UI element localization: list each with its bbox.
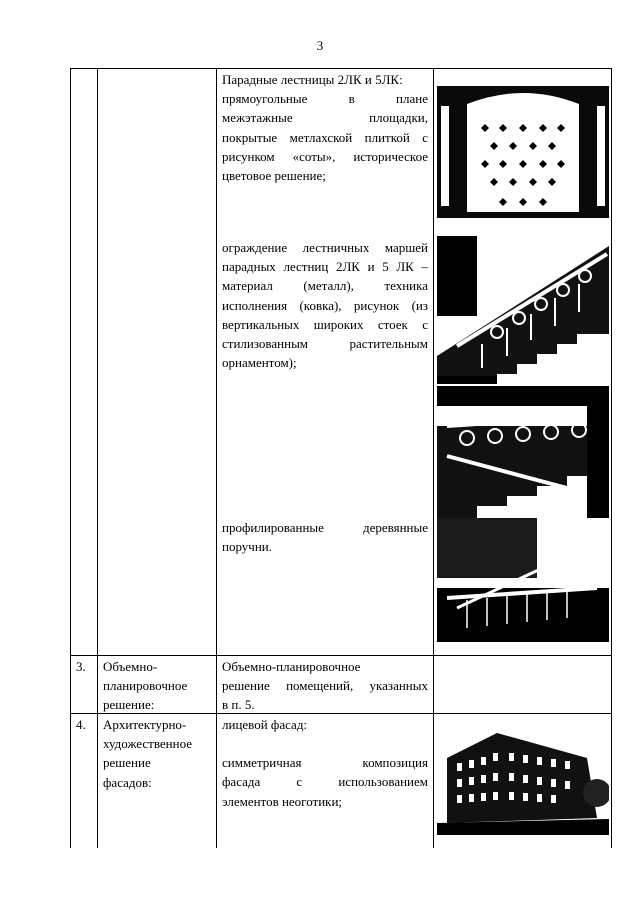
facade-photo xyxy=(437,723,609,835)
tiled-landing-photo xyxy=(437,86,609,218)
staircase-landing-description: Парадные лестницы 2ЛК и 5ЛК: прямоугольные в плане межэтажные площадки, покрытые метлахской плиткой с рисунком «соты», историческое цветовое решение; xyxy=(222,72,428,184)
table-border-right xyxy=(611,68,612,848)
row-number: 4. xyxy=(76,717,86,732)
table-border-left xyxy=(70,68,71,848)
item-title: Объемно- планировочное решение: xyxy=(103,659,188,713)
wooden-handrail-photo xyxy=(437,518,609,642)
table-top-border xyxy=(70,68,611,69)
item-description: лицевой фасад: симметричная композиция фасада с использованием элементов неоготики; xyxy=(222,717,428,809)
row-number: 3. xyxy=(76,659,86,674)
page-number: 3 xyxy=(316,38,324,53)
column-divider xyxy=(97,68,98,848)
column-divider xyxy=(433,68,434,848)
railing-detail-photo xyxy=(437,386,609,518)
column-divider xyxy=(216,68,217,848)
handrail-description: профилированные деревянные поручни. xyxy=(222,520,428,555)
item-description: Объемно-планировочное решение помещений, указанных в п. 5. xyxy=(222,659,428,713)
item-title: Архитектурно- художественное решение фасадов: xyxy=(103,717,193,790)
wrought-iron-railing-photo xyxy=(437,236,609,384)
railing-description: ограждение лестничных маршей парадных лестниц 2ЛК и 5 ЛК – материал (металл), техника исполнения (ковка), рисунок (из вертикальных широких стоек с стилизованным растительным орнаментом); xyxy=(222,240,428,371)
row-divider xyxy=(70,655,611,656)
